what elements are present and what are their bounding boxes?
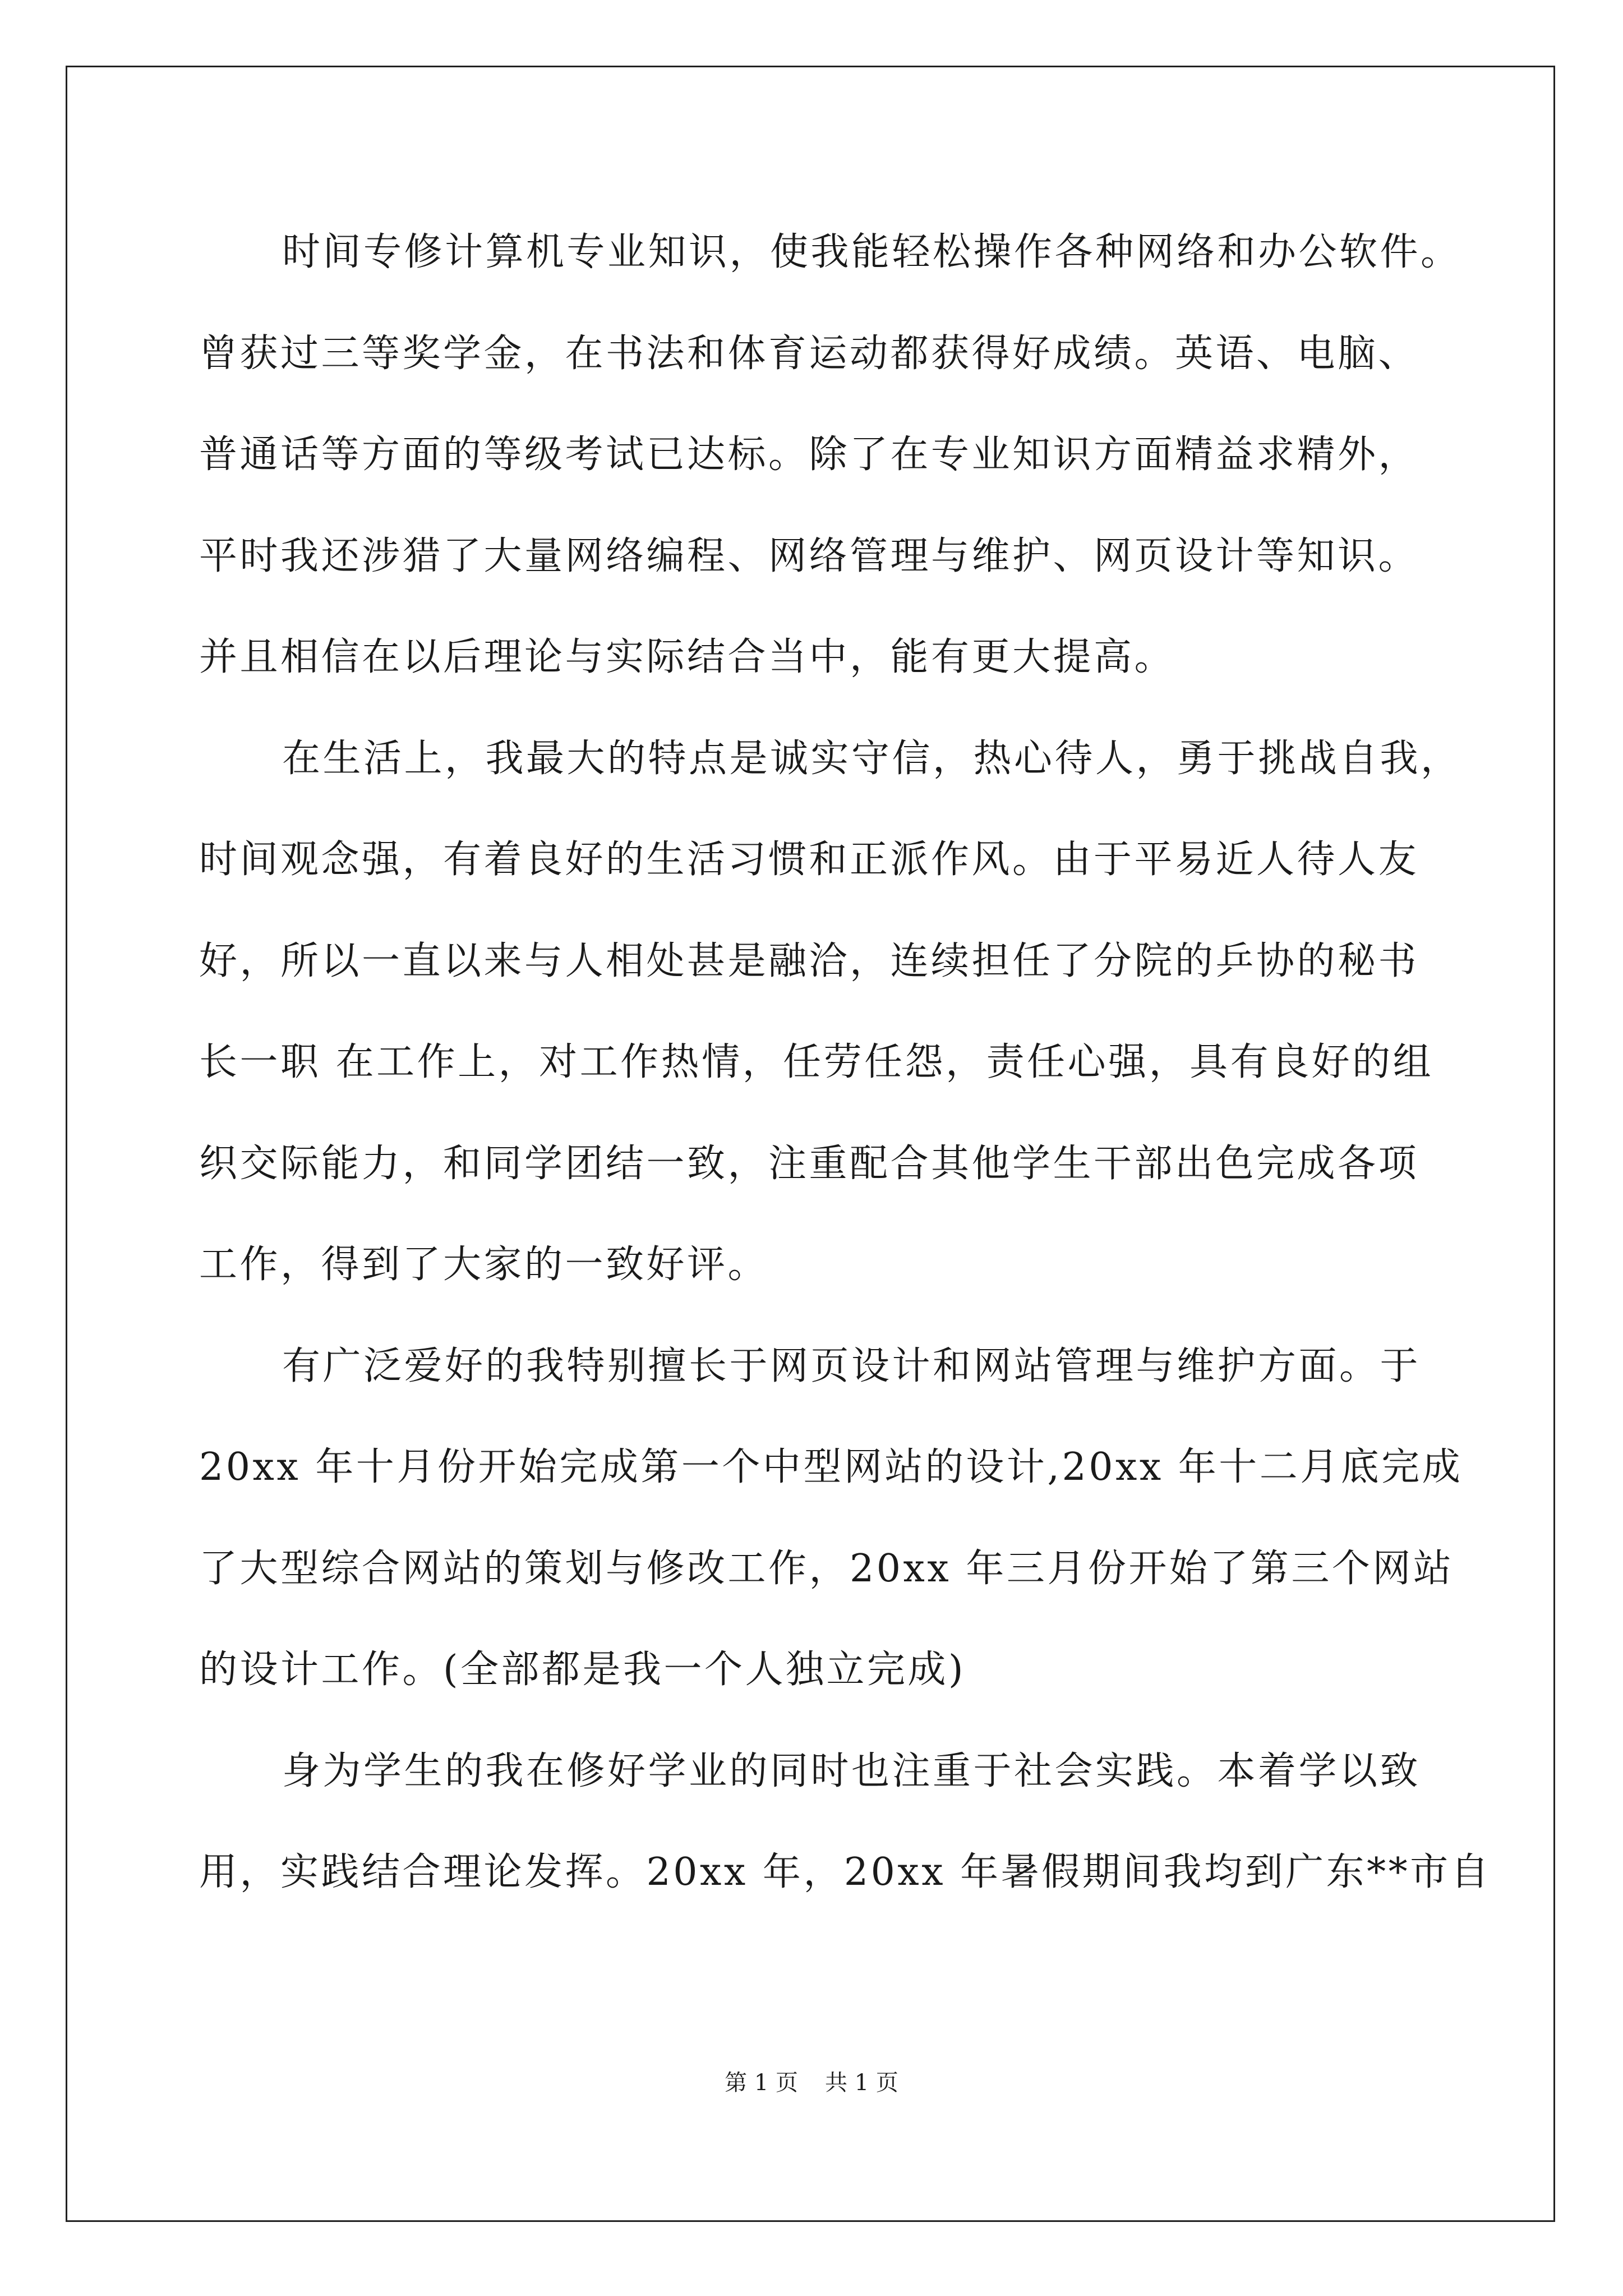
text-line: 织交际能力，和同学团结一致，注重配合其他学生干部出色完成各项 (199, 1141, 1419, 1186)
page-footer (0, 2069, 1623, 2097)
page-total: 共 1 页 (825, 2070, 898, 2096)
text-line: 时间观念强，有着良好的生活习惯和正派作风。由于平易近人待人友 (199, 838, 1419, 882)
text-line: 了大型综合网站的策划与修改工作，20xx 年三月份开始了第三个网站 (199, 1546, 1454, 1591)
text-line: 时间专修计算机专业知识，使我能轻松操作各种网络和办公软件。 (282, 230, 1461, 274)
text-line: 曾获过三等奖学金，在书法和体育运动都获得好成绩。英语、电脑、 (199, 331, 1419, 376)
text-line: 的设计工作。(全部都是我一个人独立完成) (199, 1648, 966, 1692)
text-line: 20xx 年十月份开始完成第一个中型网站的设计,20xx 年十二月底完成 (199, 1445, 1463, 1489)
text-line: 在生活上，我最大的特点是诚实守信，热心待人，勇于挑战自我， (282, 736, 1461, 781)
text-line: 好，所以一直以来与人相处甚是融洽，连续担任了分院的乒协的秘书 (199, 938, 1419, 983)
text-line: 普通话等方面的等级考试已达标。除了在专业知识方面精益求精外， (199, 432, 1419, 477)
page-number: 第 1 页 (725, 2070, 798, 2096)
text-line: 长一职 在工作上，对工作热情，任劳任怨，责任心强，具有良好的组 (199, 1040, 1434, 1084)
text-line: 平时我还涉猎了大量网络编程、网络管理与维护、网页设计等知识。 (199, 533, 1419, 578)
text-line: 身为学生的我在修好学业的同时也注重于社会实践。本着学以致 (282, 1749, 1421, 1793)
document-body (199, 202, 1492, 1924)
text-line: 有广泛爱好的我特别擅长于网页设计和网站管理与维护方面。于 (282, 1343, 1421, 1388)
text-line: 用，实践结合理论发挥。20xx 年，20xx 年暑假期间我均到广东**市自 (199, 1850, 1492, 1894)
text-line: 并且相信在以后理论与实际结合当中，能有更大提高。 (199, 635, 1175, 679)
text-line: 工作，得到了大家的一致好评。 (199, 1243, 769, 1287)
